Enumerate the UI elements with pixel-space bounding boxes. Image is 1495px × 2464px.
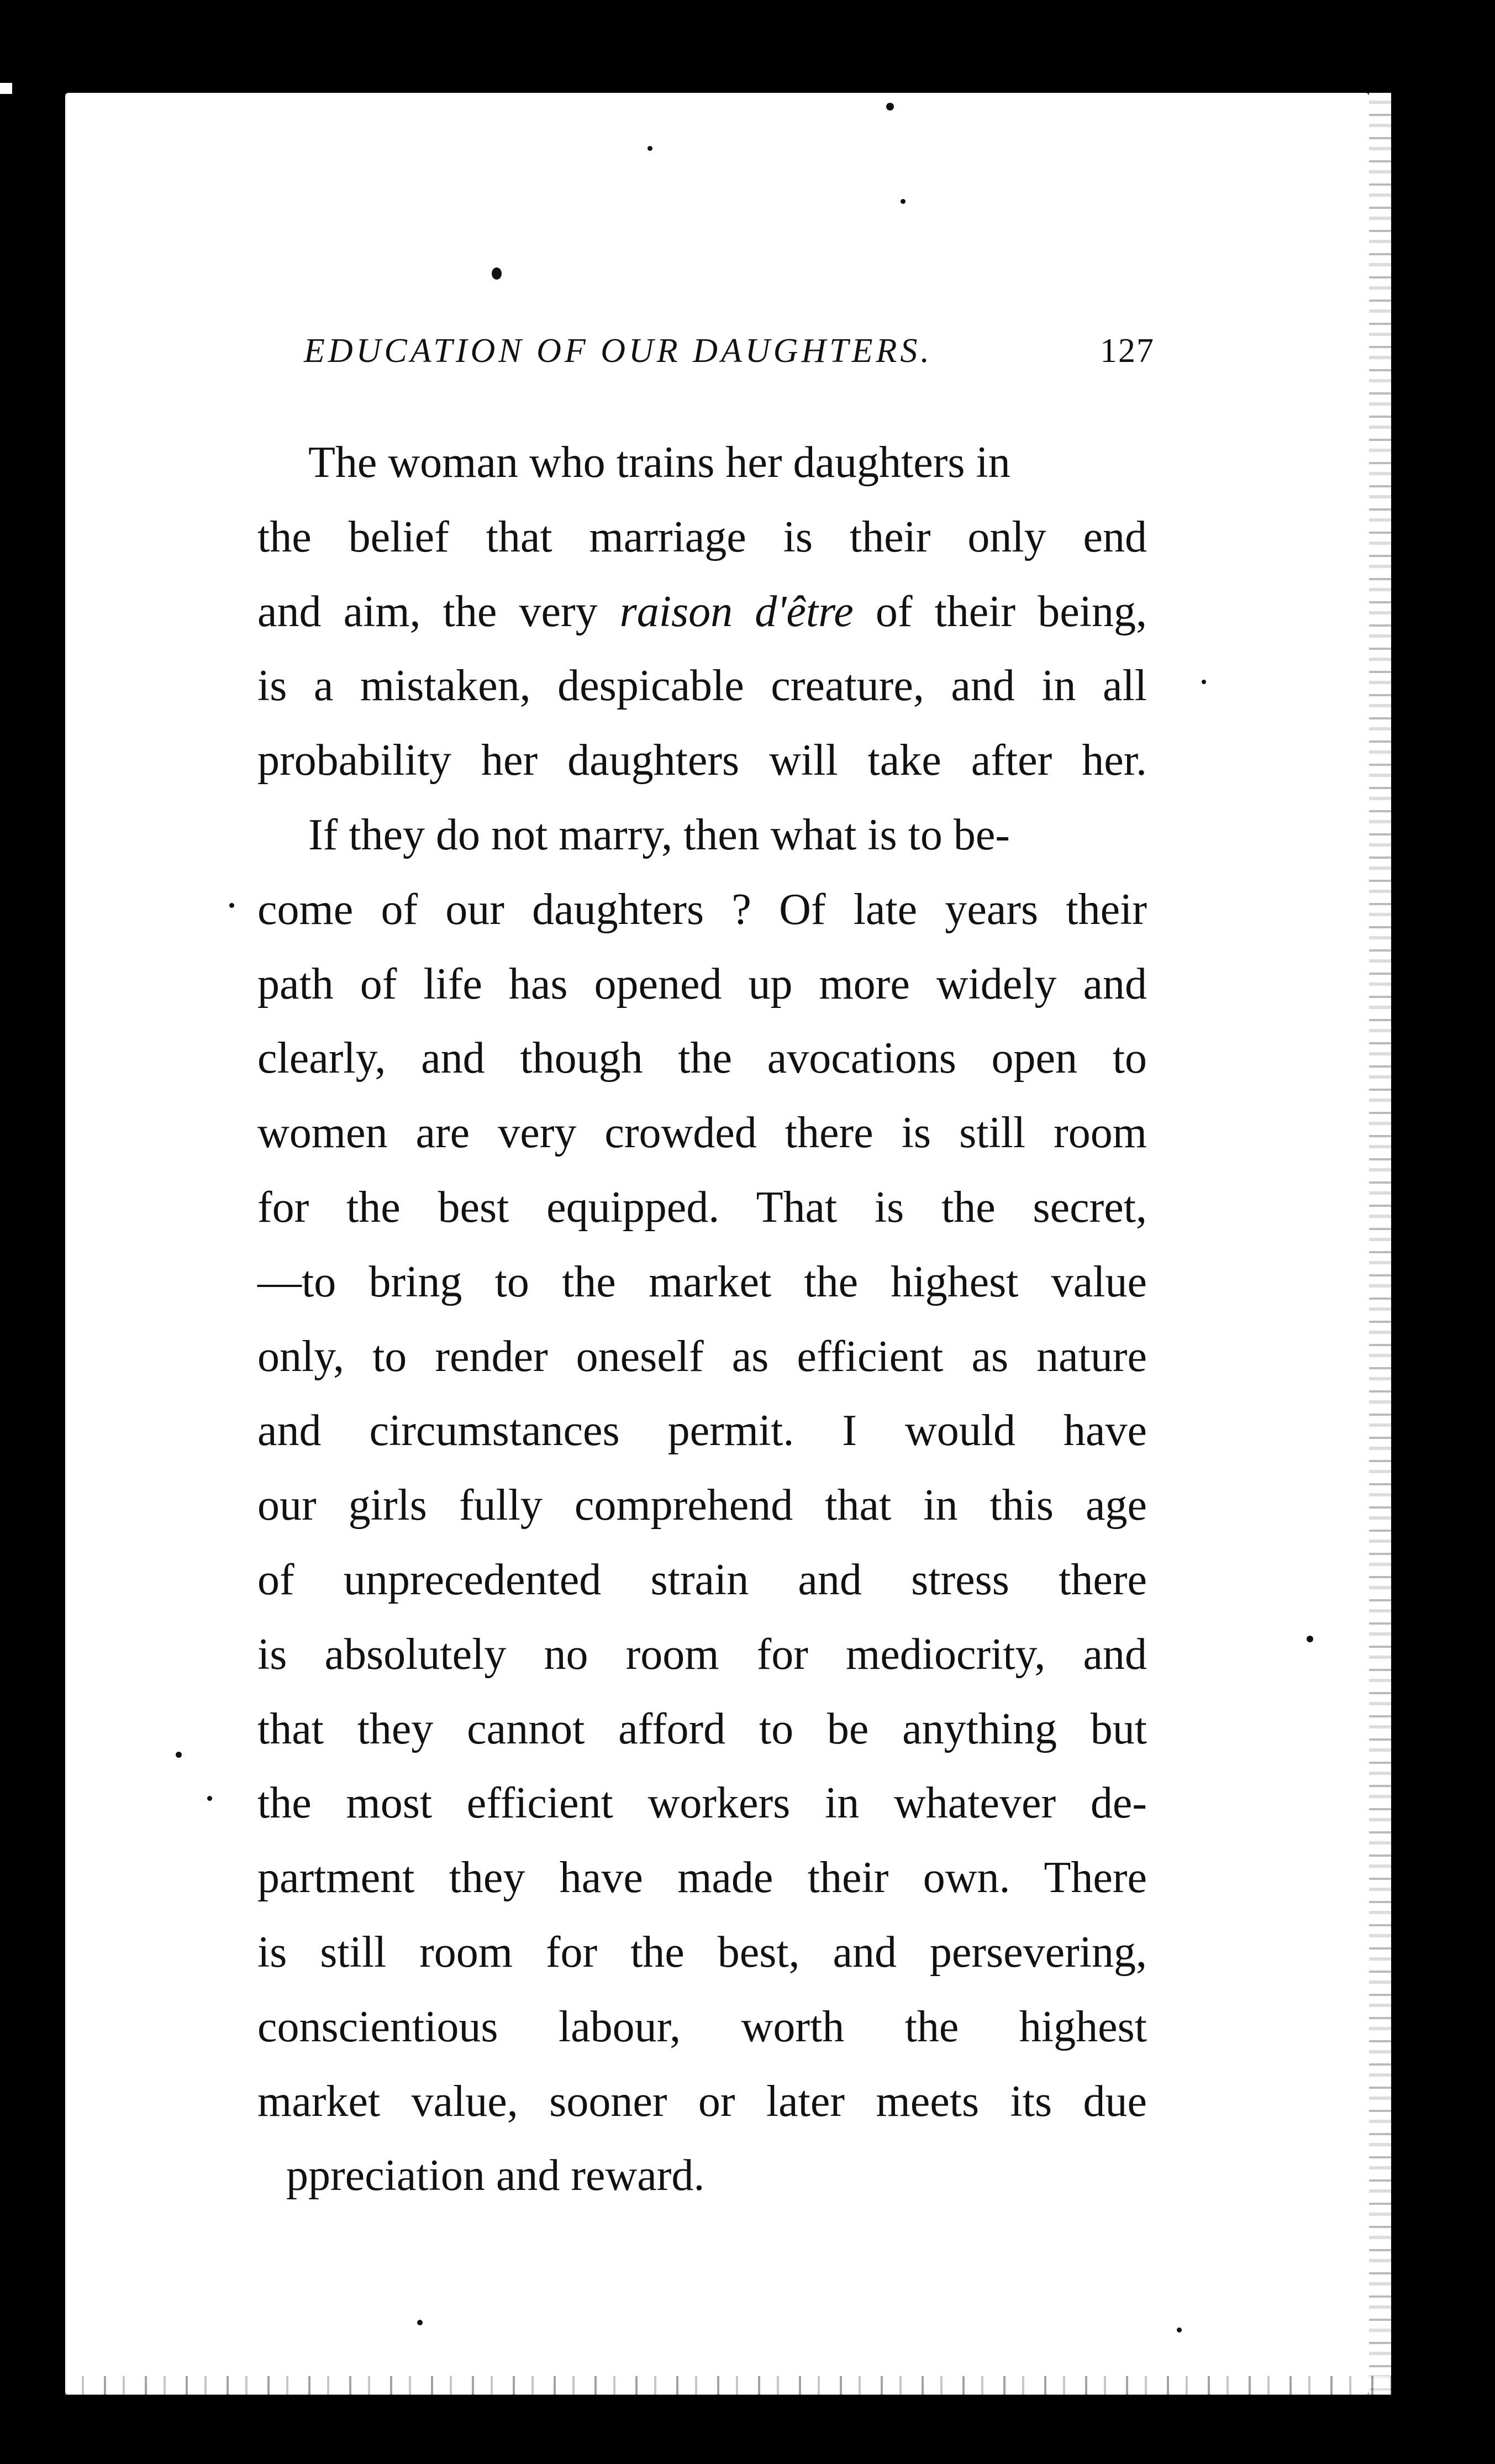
running-head-title: EDUCATION OF OUR DAUGHTERS.: [304, 332, 933, 370]
page-number: 127: [1100, 332, 1155, 370]
text-line: conscientious labour, worth the highest: [257, 2002, 1147, 2051]
text-line: The woman who trains her daughters in: [308, 438, 1010, 487]
italic-phrase: raison d'être: [619, 587, 854, 636]
text-line: If they do not marry, then what is to be-: [308, 810, 1010, 859]
text-line: clearly, and though the avocations open to: [257, 1034, 1147, 1083]
text-line: is absolutely no room for mediocrity, and: [257, 1630, 1147, 1679]
scan-speck: [229, 903, 234, 908]
text-line: for the best equipped. That is the secret,: [257, 1183, 1147, 1232]
scan-speck: [1202, 680, 1206, 684]
text-line: [257, 575, 1147, 649]
page-right-edge: [1369, 93, 1391, 2394]
text-line: path of life has opened up more widely and: [257, 959, 1147, 1008]
scan-speck: [1307, 1636, 1313, 1642]
text-line: ppreciation and reward.: [286, 2151, 705, 2200]
text-line: only, to render oneself as efficient as nature: [257, 1332, 1147, 1381]
text-line: probability her daughters will take after her.: [257, 736, 1147, 785]
text-line: —to bring to the market the highest value: [257, 1257, 1147, 1306]
body-text: [257, 425, 1147, 2213]
scan-speck: [492, 267, 502, 280]
text-line: is a mistaken, despicable creature, and in all: [257, 661, 1147, 711]
scan-speck: [648, 146, 652, 151]
text-line: of unprecedented strain and stress there: [257, 1555, 1147, 1604]
text-line: that they cannot afford to be anything but: [257, 1704, 1147, 1753]
text-line: come of our daughters ? Of late years their: [257, 885, 1147, 934]
page-bottom-edge: [65, 2376, 1391, 2395]
scan-speck: [176, 1752, 182, 1758]
scan-speck: [417, 2320, 423, 2325]
text-line: is still room for the best, and persevering,: [257, 1927, 1147, 1977]
text-line: market value, sooner or later meets its due: [257, 2077, 1147, 2126]
scan-speck: [901, 199, 906, 204]
running-head: [304, 332, 1155, 371]
text-line: the most efficient workers in whatever de-: [257, 1779, 1147, 1828]
text-line: women are very crowded there is still room: [257, 1108, 1147, 1158]
text-line: and circumstances permit. I would have: [257, 1406, 1147, 1456]
text-line: the belief that marriage is their only end: [257, 512, 1147, 561]
scan-speck: [886, 103, 894, 111]
text-run: of their being,: [853, 587, 1147, 636]
text-line: our girls fully comprehend that in this age: [257, 1481, 1147, 1530]
scan-speck: [207, 1796, 212, 1801]
text-run: and aim, the very: [257, 587, 620, 636]
book-binding-shadow: [0, 94, 52, 2404]
scan-speck: [1177, 2328, 1182, 2332]
text-line: partment they have made their own. There: [257, 1853, 1147, 1903]
